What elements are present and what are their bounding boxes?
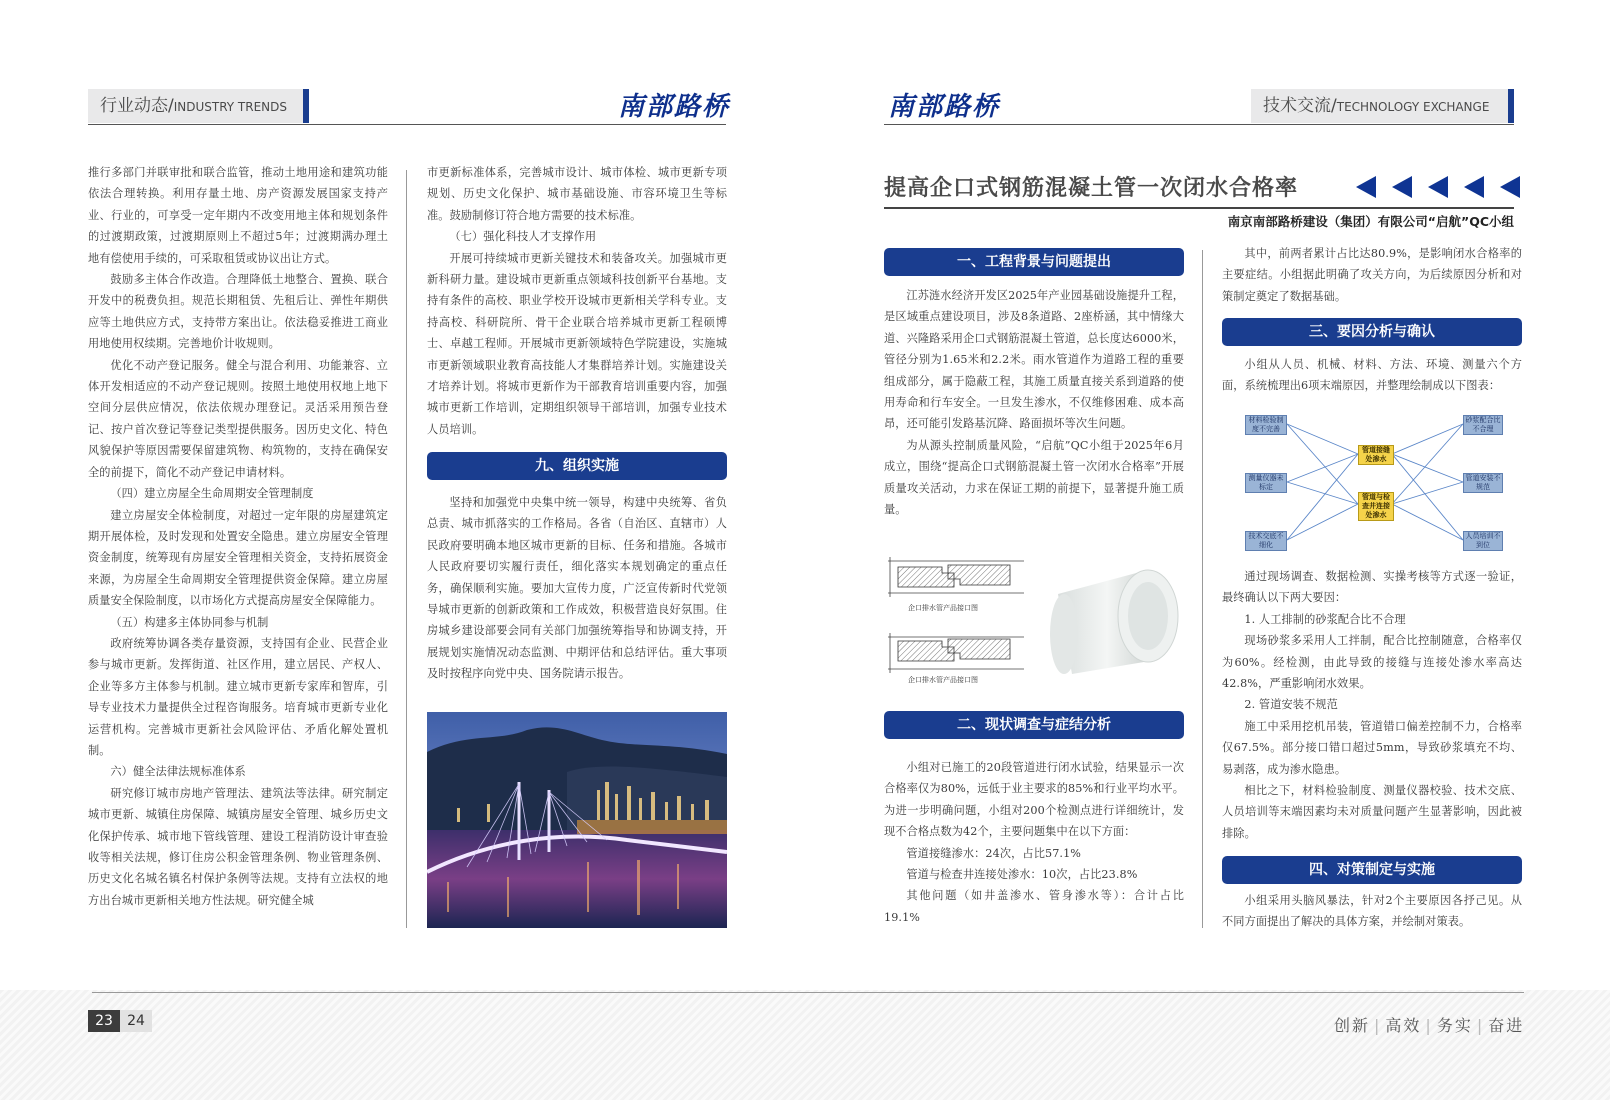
slogan-word: 高效 — [1385, 1016, 1422, 1035]
paragraph: 2. 管道安装不规范 — [1244, 698, 1338, 712]
arrow-icon — [1392, 176, 1412, 198]
paragraph: 开展可持续城市更新关键技术和装备攻关。加强城市更新科研力量。建设城市更新重点领域科技创新平台基地。支持有条件的高校、职业学校开设城市更新相关学科专业。支持高校、科研院所、骨干企业联合培养城市更新工程硕博士、卓越工程师。开展城市更新领域特色学院建设，实施城市更新领域职业教育高技能人才集群培养计划。实施建设关才培养计划。将城市更新作为干部教育培训重要内容，加强城市更新工作培训，定期组织领导干部培训，加强专业技术人员培训。 — [427, 251, 727, 436]
right-logo: 南部路桥 — [888, 92, 1001, 122]
slogan-word: 务实 — [1436, 1016, 1473, 1035]
city-bridge-photo — [427, 712, 727, 928]
section-3-text — [1222, 354, 1522, 398]
paragraph: 施工中采用挖机吊装，管道错口偏差控制不力，合格率仅67.5%。部分接口错口超过5mm，导致砂浆填充不均、易剥落，成为渗水隐患。 — [1222, 719, 1522, 776]
left-column-2-top — [427, 162, 727, 444]
title-rule — [884, 207, 1514, 209]
paragraph: 小组从人员、机械、材料、方法、环境、测量六个方面，系统梳理出6项末端原因，并整理绘制成以下图表： — [1222, 358, 1522, 393]
left-tab-accent — [303, 89, 309, 123]
arrow-icon — [1356, 176, 1376, 198]
left-header-rule — [88, 124, 726, 125]
paragraph: 六）健全法律法规标准体系 — [110, 765, 246, 779]
paragraph: 管道与检查井连接处渗水：10次，占比23.8% — [906, 868, 1138, 882]
section-4-text — [1222, 890, 1522, 934]
left-column-1 — [88, 162, 388, 930]
drawing-caption-1: 企口排水管产品接口图 — [908, 604, 978, 612]
right-tab-accent — [1508, 89, 1514, 123]
problem-box-1: 管道接缝处渗水 — [1358, 445, 1394, 465]
cause-relation-diagram — [1245, 412, 1505, 552]
section-heading-4: 四、对策制定与实施 — [1222, 856, 1522, 884]
cause-box-right-2: 管道安装不规范 — [1463, 473, 1503, 493]
cause-box-left-2: 测量仪器未标定 — [1245, 473, 1287, 493]
section-1-text — [884, 285, 1184, 543]
paragraph: 其中，前两者累计占比达80.9%，是影响闭水合格率的主要症结。小组据此明确了攻关方向，为后续原因分析和对策制定奠定了数据基础。 — [1222, 247, 1522, 303]
right-section-en: TECHNOLOGY EXCHANGE — [1336, 100, 1490, 114]
paragraph: 优化不动产登记服务。健全与混合利用、功能兼容、立体开发相适应的不动产登记规则。按照土地使用权地上地下空间分层供应情况，依法依规办理登记。灵活采用预告登记、按户首次登记等登记类型提供服务。因历史文化、特色风貌保护等原因需要保留建筑物、构筑物的，支持在确保安全的前提下，简化不动产登记申请材料。 — [88, 358, 388, 479]
paragraph: 为从源头控制质量风险，“启航”QC小组于2025年6月成立，围绕“提高企口式钢筋混凝土管一次闭水合格率”开展质量攻关活动，力求在保证工期的前提下，显著提升施工质量。 — [884, 438, 1184, 517]
drawing-caption-2: 企口排水管产品接口图 — [908, 676, 978, 684]
section-2-text — [884, 757, 1184, 929]
section-3-findings — [1222, 566, 1522, 844]
paragraph: 江苏涟水经济开发区2025年产业园基础设施提升工程，是区域重点建设项目，涉及8条道路、2座桥涵，其中情缘大道、兴隆路采用企口式钢筋混凝土管道，总长度达6000米，管径分别为1.65米和2.2米。雨水管道作为道路工程的重要组成部分，属于隐蔽工程，其施工质量直接关系到道路的使用寿命和行车安全。一旦发生渗水，不仅维修困难、成本高昂，还可能引发路基沉降、路面损坏等次生问题。 — [884, 289, 1184, 431]
article-title: 提高企口式钢筋混凝土管一次闭水合格率 — [884, 176, 1299, 201]
section-heading-9: 九、组织实施 — [427, 452, 727, 480]
right-section-tab — [1251, 89, 1508, 123]
left-column-divider — [406, 170, 407, 928]
left-section-tab — [88, 89, 303, 123]
footer-slogan: 创新 | 高效 | 务实 | 奋进 — [1334, 1016, 1525, 1035]
left-column-2-bottom — [427, 492, 727, 704]
slogan-word: 创新 — [1334, 1016, 1371, 1035]
footer-band — [0, 990, 1610, 1100]
paragraph: 建立房屋安全体检制度，对超过一定年限的房屋建筑定期开展体检，及时发现和处置安全隐患。建立房屋安全管理资金制度，统筹现有房屋安全管理相关资金，支持拓展资金来源，为房屋全生命周期安全管理提供资金保障。建立房屋质量安全保险制度，以市场化方式提高房屋安全保障能力。 — [88, 508, 388, 608]
page-number-right: 24 — [120, 1010, 152, 1032]
problem-box-2: 管道与检查井连接处渗水 — [1358, 492, 1394, 521]
paragraph: 坚持和加强党中央集中统一领导，构建中央统筹、省负总责、城市抓落实的工作格局。各省（自治区、直辖市）人民政府要明确本地区城市更新的目标、任务和措施。各城市人民政府要切实履行责任，细化落实本规划确定的重点任务，确保顺利实施。要加大宣传力度，广泛宣传新时代党领导城市更新的创新政策和工作成效，积极营造良好氛围。住房城乡建设部要会同有关部门加强统筹指导和协调支持，开展规划实施情况动态监测、中期评估和总结评估。重大事项及时按程序向党中央、国务院请示报告。 — [427, 496, 727, 681]
cause-box-right-3: 人员培训不到位 — [1463, 531, 1503, 551]
right-section-cn: 技术交流 — [1263, 96, 1331, 116]
left-section-sep: / — [168, 96, 174, 116]
cause-box-left-1: 材料检验制度不完善 — [1245, 415, 1287, 435]
paragraph: 其他问题（如井盖渗水、管身渗水等）：合计占比19.1% — [884, 889, 1184, 924]
arrow-icon — [1500, 176, 1520, 198]
paragraph: （五）构建多主体协同参与机制 — [110, 615, 269, 629]
paragraph: 相比之下，材料检验制度、测量仪器校验、技术交底、人员培训等末端因素均未对质量问题产生显著影响，因此被排除。 — [1222, 784, 1522, 840]
paragraph: （七）强化科技人才支撑作用 — [449, 230, 597, 244]
cause-box-right-1: 砂浆配合比不合理 — [1463, 415, 1503, 435]
column-4-intro — [1222, 243, 1522, 313]
paragraph: 现场砂浆多采用人工拌制，配合比控制随意，合格率仅为60%。经检测，由此导致的接缝与连接处渗水率高达42.8%，严重影响闭水效果。 — [1222, 634, 1522, 691]
paragraph: 政府统筹协调各类存量资源，支持国有企业、民营企业参与城市更新。发挥街道、社区作用，建立居民、产权人、企业等多方主体参与机制。建立城市更新专家库和智库，引导专业技术力量提供全过程咨询服务。培育城市更新专业化运营机构。完善城市更新社会风险评估、矛盾化解处置机制。 — [88, 636, 388, 757]
cause-box-left-3: 技术交底不细化 — [1245, 531, 1287, 551]
paragraph: 小组采用头脑风暴法，针对2个主要原因各抒己见。从不同方面提出了解决的具体方案，并绘制对策表。 — [1222, 894, 1522, 929]
footer-rule — [92, 992, 1524, 993]
concrete-pipe-image — [1044, 564, 1184, 680]
pipe-joint-drawing — [884, 553, 1034, 685]
article-byline: 南京南部路桥建设（集团）有限公司“启航”QC小组 — [1227, 214, 1514, 229]
paragraph: 研究修订城市房地产管理法、建筑法等法律。研究制定城市更新、城镇住房保障、城镇房屋安全管理、城乡历史文化保护传承、城市地下管线管理、建设工程消防设计审查验收等相关法规，修订住房公积金管理条例、物业管理条例、历史文化名城名镇名村保护条例等法规。支持有立法权的地方出台城市更新相关地方性法规。研究健全城 — [88, 786, 388, 907]
paragraph: （四）建立房屋全生命周期安全管理制度 — [110, 487, 314, 501]
right-section-sep: / — [1331, 96, 1337, 116]
title-arrows — [1340, 176, 1520, 202]
right-column-divider — [1202, 250, 1203, 928]
paragraph: 推行多部门并联审批和联合监管，推动土地用途和建筑功能依法合理转换。利用存量土地、房产资源发展国家支持产业、行业的，可享受一定年期内不改变用地主体和规划条件的过渡期政策，过渡期原则上不超过5年；过渡期满办理土地有偿使用手续的，可采取租赁或协议出让方式。 — [88, 166, 388, 265]
left-section-cn: 行业动态 — [100, 96, 168, 116]
left-section-en: INDUSTRY TRENDS — [173, 100, 288, 114]
section-heading-2: 二、现状调查与症结分析 — [884, 711, 1184, 739]
paragraph: 管道接缝渗水：24次，占比57.1% — [906, 846, 1082, 860]
paragraph: 鼓励多主体合作改造。合理降低土地整合、置换、联合开发中的税费负担。规范长期租赁、先租后让、弹性年期供应等土地供应方式，支持带方案出让。依法稳妥推进工商业用地使用权续期。完善地价计收规则。 — [88, 273, 388, 351]
paragraph: 市更新标准体系，完善城市设计、城市体检、城市更新专项规划、历史文化保护、城市基础设施、市容环境卫生等标准。鼓励制修订符合地方需要的技术标准。 — [427, 166, 727, 222]
paragraph: 小组对已施工的20段管道进行闭水试验，结果显示一次合格率仅为80%，远低于业主要求的85%和行业平均水平。为进一步明确问题，小组对200个检测点进行详细统计，发现不合格点数为42个，主要问题集中在以下方面： — [884, 761, 1184, 839]
slogan-word: 奋进 — [1488, 1016, 1525, 1035]
arrow-icon — [1428, 176, 1448, 198]
right-header-rule — [884, 124, 1514, 125]
section-heading-3: 三、要因分析与确认 — [1222, 318, 1522, 346]
paragraph: 1. 人工排制的砂浆配合比不合理 — [1244, 612, 1406, 626]
section-heading-1: 一、工程背景与问题提出 — [884, 248, 1184, 276]
paragraph: 通过现场调查、数据检测、实操考核等方式逐一验证，最终确认以下两大要因： — [1222, 570, 1522, 605]
page-number-left: 23 — [88, 1010, 120, 1032]
left-logo: 南部路桥 — [618, 92, 731, 122]
arrow-icon — [1464, 176, 1484, 198]
